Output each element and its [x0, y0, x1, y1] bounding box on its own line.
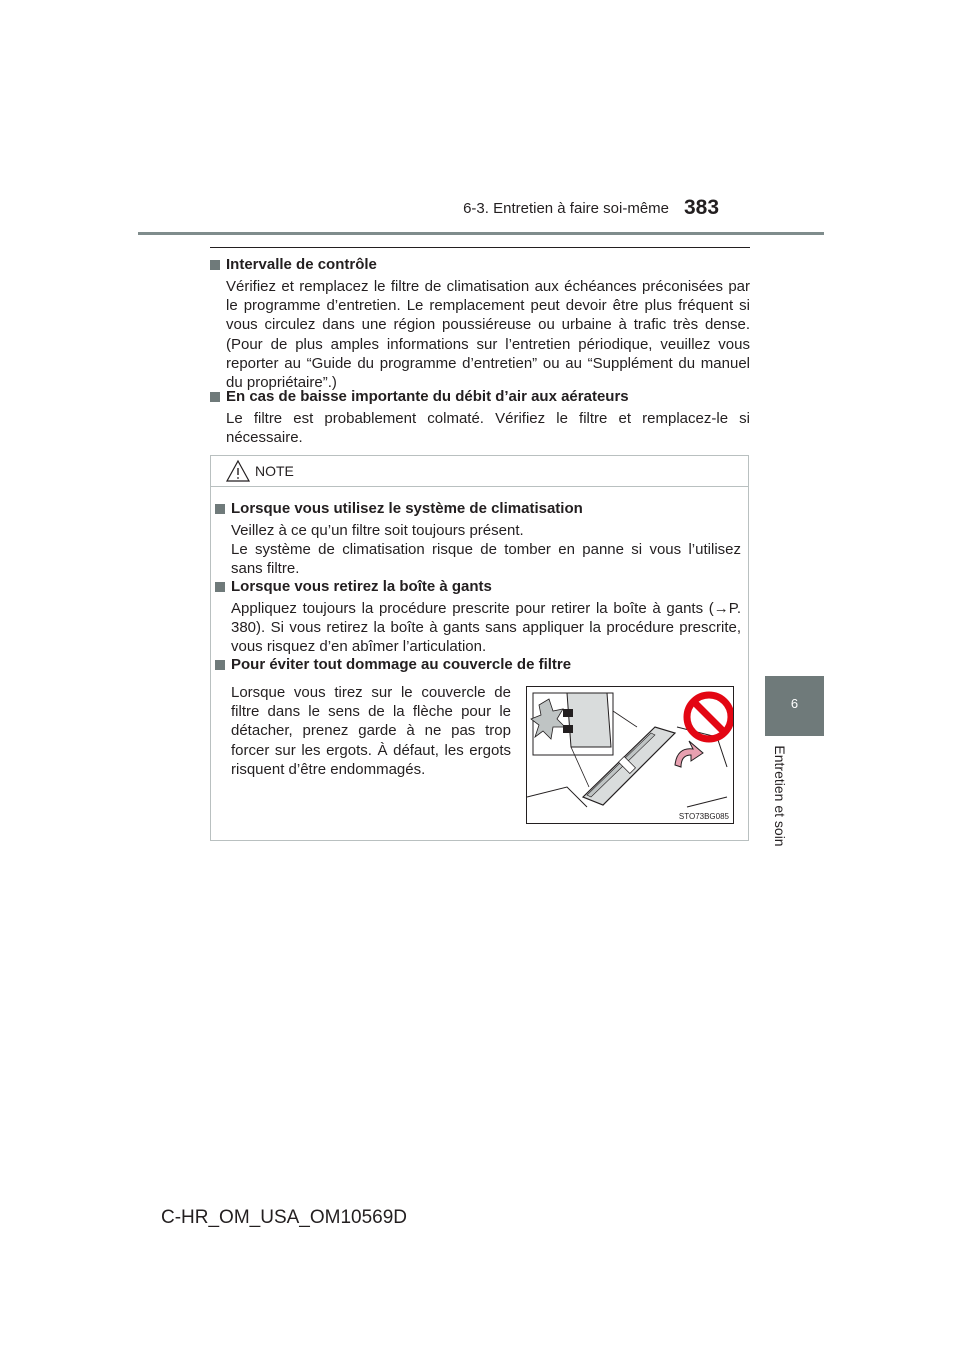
- filter-cover-drawing: [527, 687, 733, 823]
- square-bullet-icon: [210, 392, 220, 402]
- section-title: En cas de baisse importante du débit d’air aux aérateurs: [210, 387, 750, 407]
- chapter-label-text: Entretien et soin: [772, 745, 788, 847]
- note-section-body: Appliquez toujours la procédure prescrite pour retirer la boîte à gants (→P. 380). Si vous retirez la boîte à gants sans appliquer la procédure prescrite, vous risquez d’en abîmer l’articulation.: [231, 600, 741, 656]
- note-section-glovebox: [215, 577, 741, 657]
- page-number: 383: [684, 196, 720, 219]
- section-airflow-drop: [210, 387, 750, 447]
- figure-code: STO73BG085: [678, 812, 729, 821]
- header-rule-tab: [684, 232, 824, 235]
- section-title: Intervalle de contrôle: [210, 255, 750, 275]
- note-section-body: Veillez à ce qu’un filtre soit toujours présent. Le système de climatisation risque de tomber en panne si vous l’utilisez sans filtre.: [231, 522, 741, 578]
- note-label: NOTE: [255, 463, 294, 479]
- note-header: [211, 456, 748, 487]
- section-body: Vérifiez et remplacez le filtre de climatisation aux échéances préconisées par le programme d’entretien. Le remplacement peut devoir être plus fréquent si vous circulez dans une région poussiéreuse ou urbaine à trafic très dense. (Pour de plus amples informations sur l’entretien périodique, veuillez vous reporter au “Guide du programme d’entretien” ou au “Supplément du manuel du propriétaire”.): [226, 278, 750, 392]
- filter-cover-illustration: [526, 686, 734, 824]
- header-section-title: 6-3. Entretien à faire soi-même: [463, 200, 669, 217]
- note-section-body: Lorsque vous tirez sur le couvercle de filtre dans le sens de la flèche pour le détacher, prenez garde à ne pas trop forcer sur les ergots. À défaut, les ergots risquent d’être endommagés.: [231, 684, 511, 778]
- square-bullet-icon: [210, 260, 220, 270]
- content-top-rule: [210, 247, 750, 248]
- square-bullet-icon: [215, 582, 225, 592]
- header-rule: [138, 232, 684, 235]
- section-check-interval: [210, 255, 750, 392]
- chapter-label: [767, 740, 793, 852]
- chapter-number: 6: [790, 696, 799, 711]
- note-box: [210, 455, 749, 841]
- note-section-ac-use: [215, 499, 741, 579]
- warning-triangle-icon: [225, 459, 251, 483]
- note-section-title: Lorsque vous utilisez le système de climatisation: [215, 499, 741, 519]
- square-bullet-icon: [215, 504, 225, 514]
- square-bullet-icon: [215, 660, 225, 670]
- note-section-title: Lorsque vous retirez la boîte à gants: [215, 577, 741, 597]
- section-body: Le filtre est probablement colmaté. Vérifiez le filtre et remplacez-le si nécessaire.: [226, 410, 750, 447]
- document-id: C-HR_OM_USA_OM10569D: [161, 1207, 408, 1228]
- chapter-tab: [765, 676, 824, 736]
- note-section-title: Pour éviter tout dommage au couvercle de filtre: [215, 655, 741, 675]
